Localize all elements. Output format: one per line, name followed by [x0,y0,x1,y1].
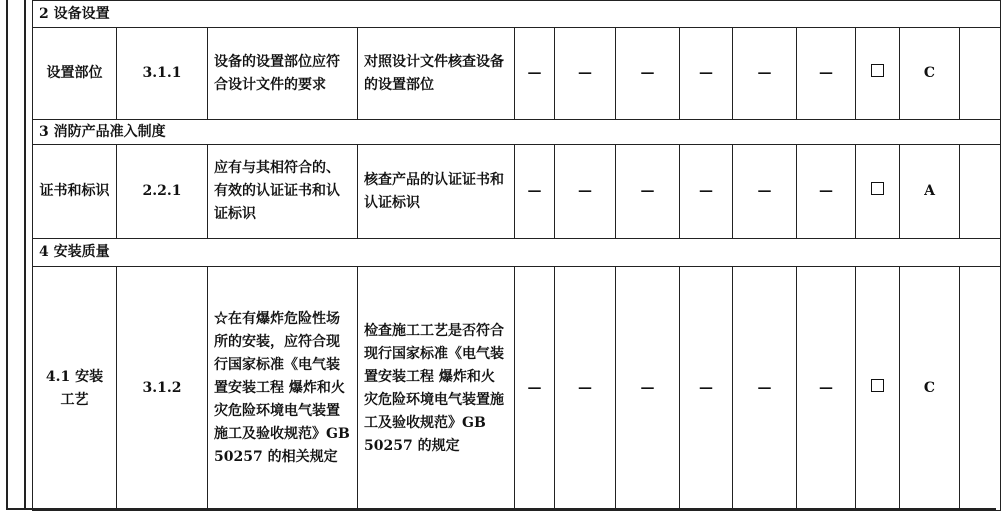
dash-cell: — [733,145,797,239]
dash-cell: — [555,267,616,511]
dash-cell: — [797,145,856,239]
blank-cell [960,267,1001,511]
checkbox-cell[interactable] [856,267,900,511]
checkbox[interactable] [871,64,884,77]
requirement-cell: ☆在有爆炸危险性场所的安装，应符合现行国家标准《电气装置安装工程 爆炸和火灾危险环境电气装置施工及验收规范》GB 50257 的相关规定 [208,267,358,511]
dash-cell: — [797,267,856,511]
checkbox-cell[interactable] [856,28,900,120]
method-cell: 检查施工工艺是否符合现行国家标准《电气装置安装工程 爆炸和火灾危险环境电气装置施工及验收规范》GB 50257 的规定 [358,267,515,511]
section-title: 3 消防产品准入制度 [33,120,1001,145]
dash-cell: — [515,28,555,120]
item-cell: 4.1 安装工艺 [33,267,117,511]
clause-cell: 2.2.1 [117,145,208,239]
dash-cell: — [797,28,856,120]
section-row [33,1,1001,28]
dash-cell: — [733,267,797,511]
blank-cell [960,28,1001,120]
section-row [33,120,1001,145]
table-row [33,267,1001,511]
dash-cell: — [680,267,733,511]
level-cell: A [900,145,960,239]
section-title: 4 安装质量 [33,239,1001,267]
item-cell: 设置部位 [33,28,117,120]
dash-cell: — [515,267,555,511]
dash-cell: — [555,28,616,120]
left-margin-rule [6,0,26,510]
method-cell: 对照设计文件核查设备的设置部位 [358,28,515,120]
inspection-table [32,0,1001,511]
item-cell: 证书和标识 [33,145,117,239]
dash-cell: — [680,28,733,120]
section-title: 2 设备设置 [33,1,1001,28]
dash-cell: — [616,28,680,120]
dash-cell: — [680,145,733,239]
checkbox[interactable] [871,182,884,195]
table-row [33,145,1001,239]
dash-cell: — [555,145,616,239]
dash-cell: — [733,28,797,120]
dash-cell: — [515,145,555,239]
section-row [33,239,1001,267]
requirement-cell: 设备的设置部位应符合设计文件的要求 [208,28,358,120]
blank-cell [960,145,1001,239]
clause-cell: 3.1.2 [117,267,208,511]
table-row [33,28,1001,120]
dash-cell: — [616,145,680,239]
checkbox-cell[interactable] [856,145,900,239]
clause-cell: 3.1.1 [117,28,208,120]
dash-cell: — [616,267,680,511]
checkbox[interactable] [871,379,884,392]
level-cell: C [900,267,960,511]
level-cell: C [900,28,960,120]
requirement-cell: 应有与其相符合的、有效的认证证书和认证标识 [208,145,358,239]
method-cell: 核查产品的认证证书和认证标识 [358,145,515,239]
